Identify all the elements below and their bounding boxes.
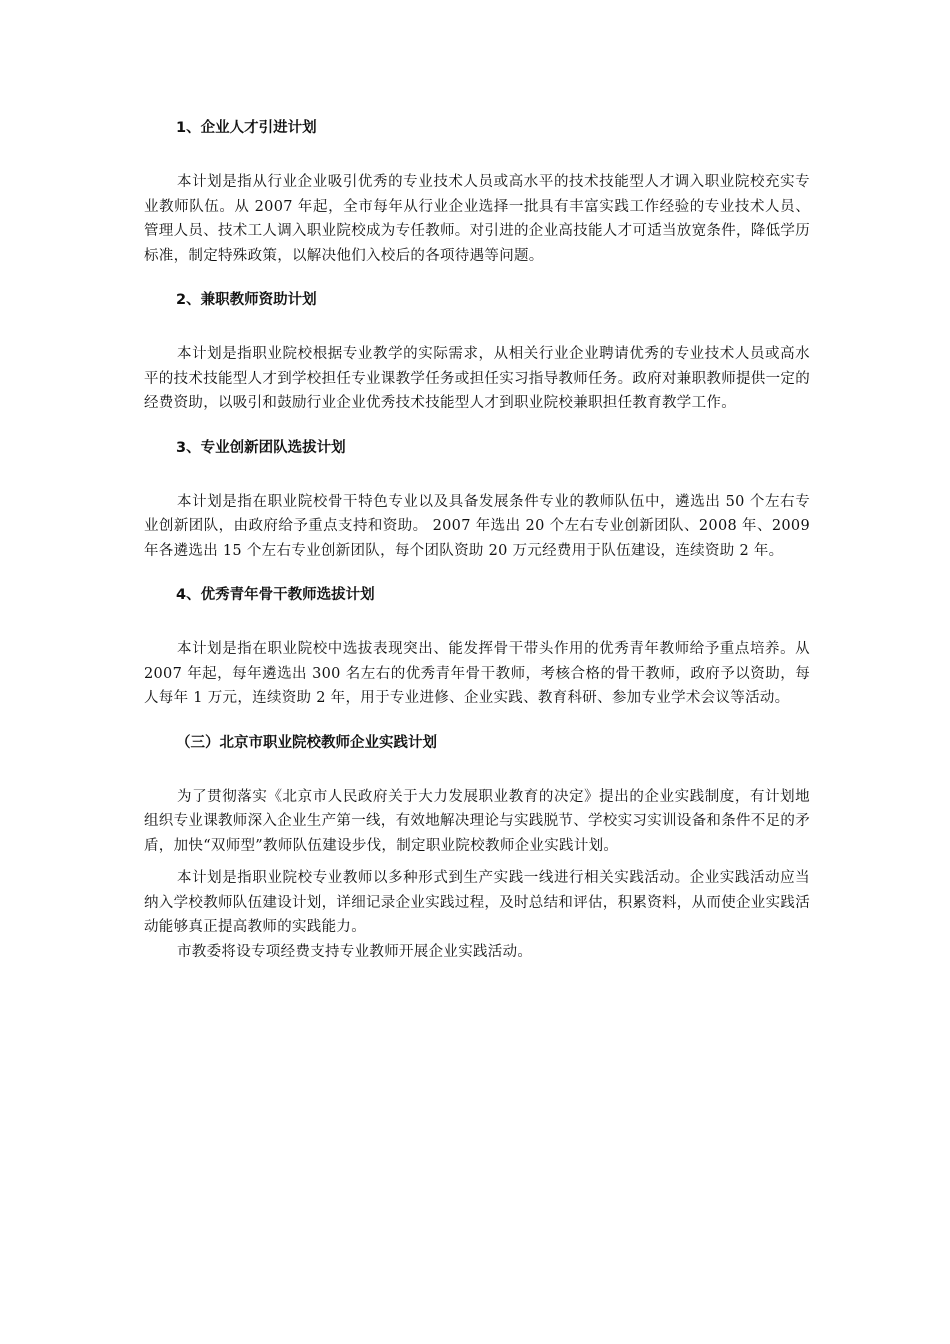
section-paragraph: 本计划是指在职业院校骨干特色专业以及具备发展条件专业的教师队伍中，遴选出 50 个左右专业创新团队，由政府给予重点支持和资助。 2007 年选出 20 个左右专业创新团队、2008 年、2009 年各遴选出 15 个左右专业创新团队，每个团队资助 20 万元经费用于队伍建设，连续资助 2 年。 [144,493,810,559]
section-paragraph: 本计划是指从行业企业吸引优秀的专业技术人员或高水平的技术技能型人才调入职业院校充实专业教师队伍。从 2007 年起，全市每年从行业企业选择一批具有丰富实践工作经验的专业技术人员、管理人员、技术工人调入职业院校成为专任教师。对引进的企业高技能人才可适当放宽条件，降低学历标准，制定特殊政策，以解决他们入校后的各项待遇等问题。 [144,174,810,264]
document-page [144,118,810,964]
section-paragraph: 本计划是指在职业院校中选拔表现突出、能发挥骨干带头作用的优秀青年教师给予重点培养。从 2007 年起，每年遴选出 300 名左右的优秀青年骨干教师，考核合格的骨干教师，政府予以资助，每人每年 1 万元，连续资助 2 年，用于专业进修、企业实践、教育科研、参加专业学术会议等活动。 [144,641,810,706]
section-heading: 2、兼职教师资助计划 [176,292,317,308]
section-heading: 4、优秀青年骨干教师选拔计划 [176,587,375,603]
closing-paragraph: 本计划是指职业院校专业教师以多种形式到生产实践一线进行相关实践活动。企业实践活动应当纳入学校教师队伍建设计划，详细记录企业实践过程，及时总结和评估，积累资料，从而使企业实践活动能够真正提高教师的实践能力。 [144,870,810,935]
section-heading: 1、企业人才引进计划 [176,120,317,136]
section-heading: （三）北京市职业院校教师企业实践计划 [176,734,437,751]
section-paragraph: 为了贯彻落实《北京市人民政府关于大力发展职业教育的决定》提出的企业实践制度，有计划地组织专业课教师深入企业生产第一线，有效地解决理论与实践脱节、学校实习实训设备和条件不足的矛盾，加快“双师型”教师队伍建设步伐，制定职业院校教师企业实践计划。 [144,788,810,854]
closing-paragraph: 市教委将设专项经费支持专业教师开展企业实践活动。 [177,943,533,960]
section-heading: 3、专业创新团队选拔计划 [176,439,346,456]
section-paragraph: 本计划是指职业院校根据专业教学的实际需求，从相关行业企业聘请优秀的专业技术人员或高水平的技术技能型人才到学校担任专业课教学任务或担任实习指导教师任务。政府对兼职教师提供一定的经费资助，以吸引和鼓励行业企业优秀技术技能型人才到职业院校兼职担任教育教学工作。 [144,346,810,411]
